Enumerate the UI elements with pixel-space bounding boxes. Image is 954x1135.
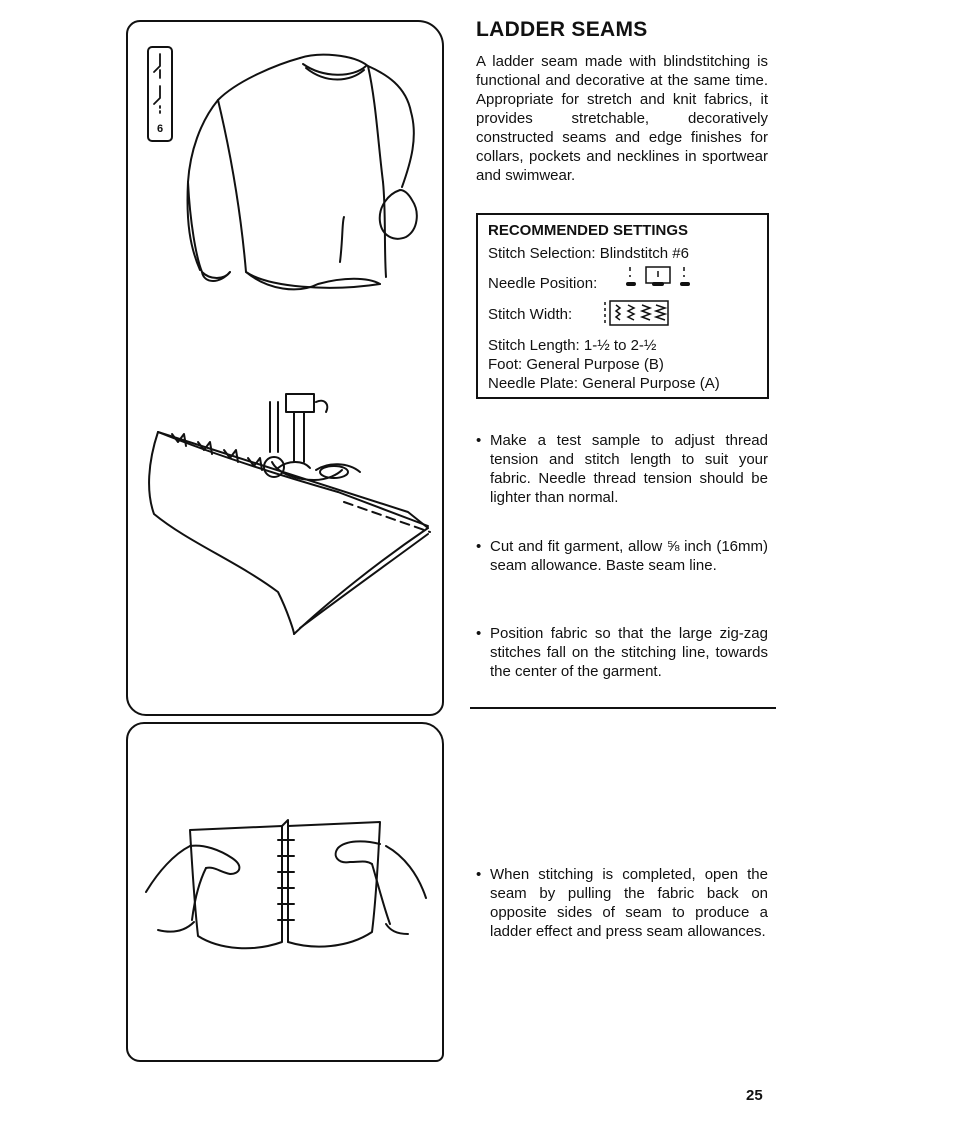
sweater-and-machine-illustration-panel — [126, 20, 444, 716]
recommended-settings-box — [476, 213, 769, 399]
right-hand-icon — [336, 841, 426, 934]
instruction-text: Position fabric so that the large zig-zag stitches fall on the stitching line, towards the center of the garment. — [490, 625, 768, 680]
stitch-width-label: Stitch Width: — [488, 306, 573, 323]
stitch-selection-setting: Stitch Selection: Blindstitch #6 — [488, 245, 689, 262]
stitch-length-setting: Stitch Length: 1-½ to 2-½ — [488, 337, 657, 354]
instruction-text: Cut and fit garment, allow ⅝ inch (16mm) seam allowance. Baste seam line. — [490, 538, 768, 574]
instruction-position-fabric — [476, 624, 768, 681]
stitch-width-icon — [602, 299, 672, 327]
bullet-point: • — [476, 625, 482, 642]
hands-illustration-drawing — [128, 724, 442, 1060]
needle-plate-setting: Needle Plate: General Purpose (A) — [488, 375, 720, 392]
page-number: 25 — [746, 1087, 763, 1104]
presser-foot-icon — [264, 394, 360, 480]
stitch-selection-tag — [147, 46, 173, 142]
sweater-icon — [188, 55, 417, 290]
instruction-text: Make a test sample to adjust thread tension and stitch length to suit your fabric. Needle thread tension should be lighter than normal. — [490, 432, 768, 506]
bullet-point: • — [476, 432, 482, 449]
instruction-open-seam — [476, 865, 768, 941]
intro-paragraph: A ladder seam made with blindstitching is functional and decorative at the same time. Appropriate for stretch and knit fabrics, it provides stretchable, decoratively constructed seams and edge finishes for collars, pockets and necklines in sportwear and swimwear. — [476, 53, 768, 184]
hands-opening-seam-panel — [126, 722, 444, 1062]
needle-position-label: Needle Position: — [488, 275, 598, 292]
page-title: LADDER SEAMS — [476, 18, 648, 41]
stitch-number: 6 — [156, 123, 164, 135]
instruction-test-sample — [476, 431, 768, 507]
needle-position-icon — [626, 263, 690, 291]
settings-heading: RECOMMENDED SETTINGS — [488, 222, 689, 239]
section-divider — [470, 707, 776, 709]
blindstitch-symbol-icon — [149, 48, 171, 118]
instruction-text: When stitching is completed, open the seam by pulling the fabric back on opposite sides of seam to produce a ladder effect and press seam allowances. — [490, 866, 768, 940]
fabric-seam-icon — [190, 820, 380, 948]
bullet-point: • — [476, 866, 482, 883]
foot-setting: Foot: General Purpose (B) — [488, 356, 664, 373]
bullet-point: • — [476, 538, 482, 555]
instruction-cut-fit — [476, 537, 768, 575]
illustration-drawing — [128, 22, 442, 714]
